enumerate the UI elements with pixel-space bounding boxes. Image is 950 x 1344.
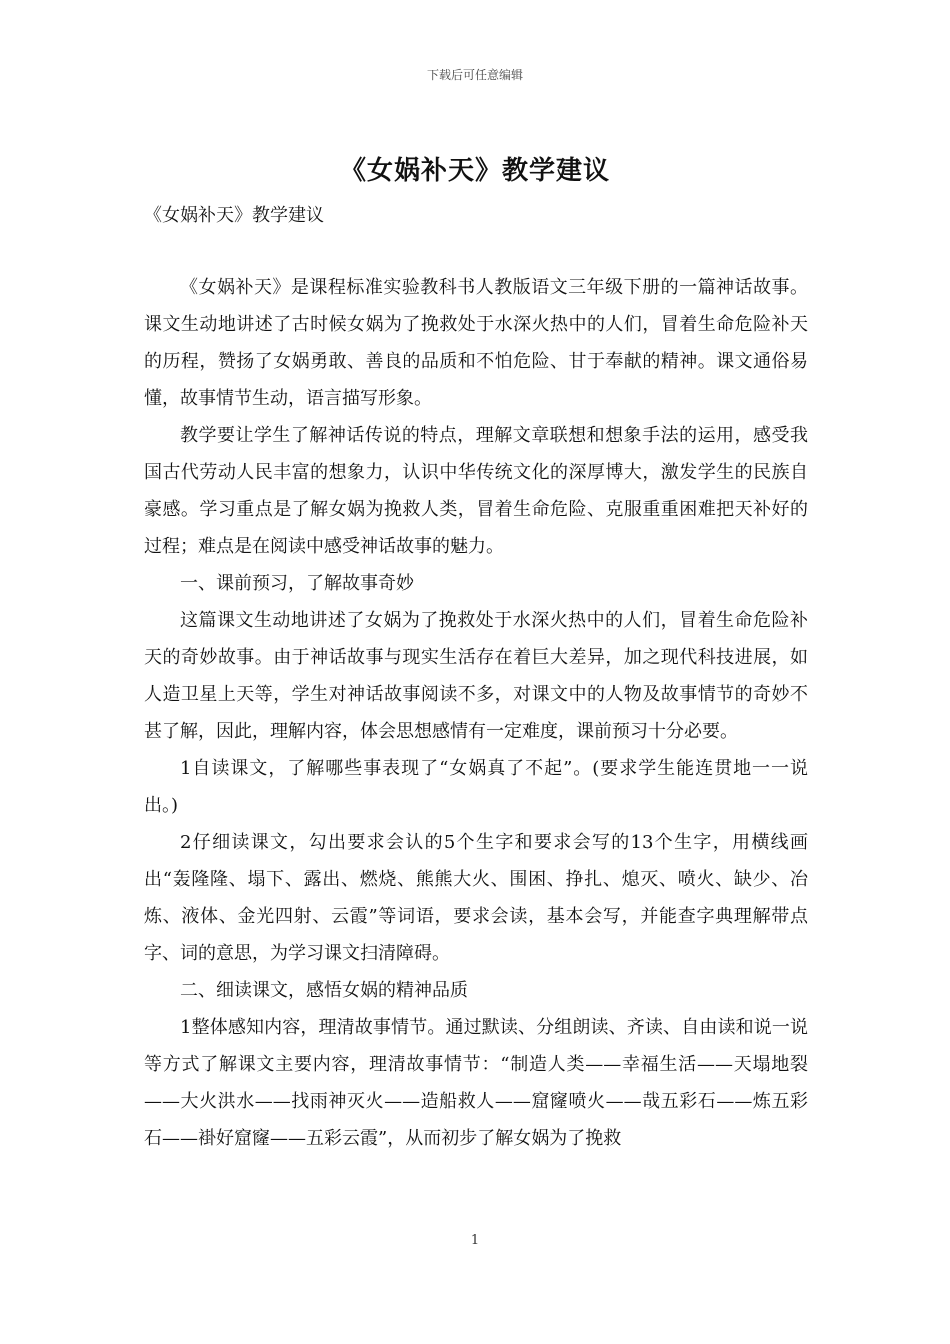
page-number: 1 (470, 1233, 480, 1248)
section-heading-2: 二、细读课文，感悟女娲的精神品质 (180, 980, 468, 1001)
page-header-note: 下载后可任意编辑 (426, 68, 523, 82)
document-subtitle: 《女娲补天》教学建议 (144, 205, 324, 226)
paragraph-step-2: 2仔细读课文，勾出要求会认的5个生字和要求会写的13个生字，用横线画出“轰隆隆、塌下、露出、燃烧、熊熊大火、围困、挣扎、熄灭、喷火、缺少、冶炼、液体、金光四射、云霞”等词语，要求会读，基本会写，并能查字典理解带点字、词的意思，为学习课文扫清障碍。 (144, 832, 808, 964)
document-body (144, 269, 808, 1157)
document-title: 《女娲补天》教学建议 (339, 156, 610, 186)
paragraph-step-1: 1自读课文，了解哪些事表现了“女娲真了不起”。(要求学生能连贯地一一说出。) (144, 758, 808, 816)
paragraph-preview: 这篇课文生动地讲述了女娲为了挽救处于水深火热中的人们，冒着生命危险补天的奇妙故事。由于神话故事与现实生活存在着巨大差异，加之现代科技进展，如人造卫星上天等，学生对神话故事阅读不多，对课文中的人物及故事情节的奇妙不甚了解，因此，理解内容，体会思想感情有一定难度，课前预习十分必要。 (144, 610, 808, 742)
paragraph-intro: 《女娲补天》是课程标准实验教科书人教版语文三年级下册的一篇神话故事。课文生动地讲述了古时候女娲为了挽救处于水深火热中的人们，冒着生命危险补天的历程，赞扬了女娲勇敢、善良的品质和不怕危险、甘于奉献的精神。课文通俗易懂，故事情节生动，语言描写形象。 (144, 277, 808, 409)
paragraph-goals: 教学要让学生了解神话传说的特点，理解文章联想和想象手法的运用，感受我国古代劳动人民丰富的想象力，认识中华传统文化的深厚博大，激发学生的民族自豪感。学习重点是了解女娲为挽救人类，冒着生命危险、克服重重困难把天补好的过程；难点是在阅读中感受神话故事的魅力。 (144, 425, 808, 557)
section-heading-1: 一、课前预习，了解故事奇妙 (180, 573, 414, 594)
paragraph-reading: 1整体感知内容，理清故事情节。通过默读、分组朗读、齐读、自由读和说一说等方式了解课文主要内容，理清故事情节：“制造人类——幸福生活——天塌地裂——大火洪水——找雨神灭火——造船救人——窟窿喷火——哉五彩石——炼五彩石——褂好窟窿——五彩云霞”，从而初步了解女娲为了挽救 (144, 1017, 808, 1149)
